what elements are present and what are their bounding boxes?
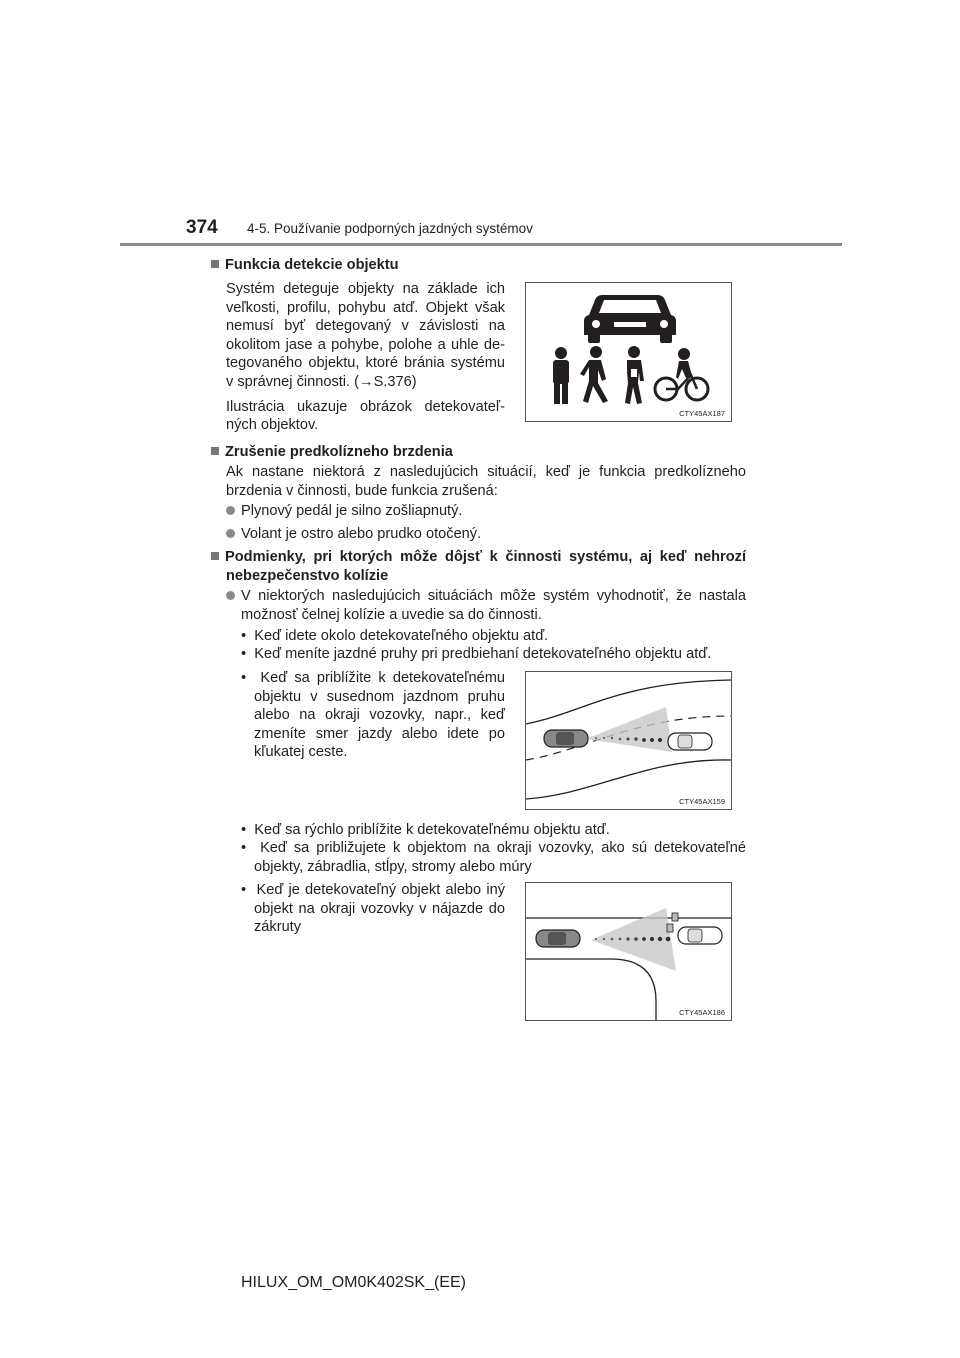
sub-item-text: objektu v susednom jazdnom pruhu [254, 688, 505, 705]
section-heading-cancellation [211, 443, 453, 462]
bullet-text: možnosť čelnej kolízie a uvedie sa do činnosti. [241, 606, 542, 623]
text-line: Ilustrácia ukazuje obrázok detekovateľ- [226, 398, 505, 415]
document-code: HILUX_OM_OM0K402SK_(EE) [241, 1274, 466, 1291]
square-marker-icon [211, 447, 219, 455]
bullet-text: Volant je ostro alebo prudko otočený. [241, 526, 482, 542]
text-line: tegovaného objektu, ktoré bránia systému [226, 355, 505, 372]
bullet-text: Plynový pedál je silno zošliapnutý. [241, 503, 463, 519]
chapter-title: 4-5. Používanie podporných jazdných systémov [247, 221, 533, 236]
text-line: veľkosti, profilu, pohybu atď. Objekt však [226, 299, 505, 316]
own-car-icon [536, 930, 580, 947]
target-car-icon [668, 733, 712, 750]
sub-item-text: Keď sa približujete k objektom na okraji vozovky, ako sú detekovateľné [260, 840, 747, 856]
detectable-objects-illustration [526, 283, 731, 421]
sub-item-text: objekt na okraji vozovky v nájazde do [254, 900, 505, 917]
car-front-icon [584, 295, 676, 343]
sub-list-item: • Keď sa priblížite k detekovateľnému objektu v susednom jazdnom pruhu alebo na okraji vozovky, napr., keď zmeníte smer jazdy alebo idete po kľukatej ceste. [241, 670, 505, 761]
circle-bullet-icon [226, 529, 235, 538]
roadside-object-icon [667, 913, 678, 932]
heading-text: Funkcia detekcie objektu [225, 257, 399, 273]
pedestrian-icon [625, 346, 644, 404]
list-item [226, 587, 746, 624]
pedestrian-standing-icon [553, 347, 569, 404]
bullet-text: V niektorých nasledujúcich situáciách môže systém vyhodnotiť, že nastala [241, 588, 746, 604]
sub-item-text: objekty, zábradlia, stĺpy, stromy alebo múry [254, 858, 532, 875]
sub-list-item: • Keď je detekovateľný objekt alebo iný objekt na okraji vozovky v nájazde do zákruty [241, 882, 506, 936]
text-line: nemusí byť detegovaný v závislosti na [226, 318, 505, 335]
figure-detectable-objects [525, 282, 732, 422]
section-heading-conditions [211, 548, 746, 585]
sub-item-text: zmeníte smer jazdy alebo idete po [254, 725, 505, 742]
sub-list-item: • Keď sa rýchlo priblížite k detekovateľnému objektu atď. [241, 822, 610, 838]
figure-code: CTY45AX187 [679, 409, 725, 418]
text-line: ných objektov. [226, 417, 319, 434]
figure-code: CTY45AX186 [679, 1008, 725, 1017]
section1-paragraph [226, 280, 505, 435]
target-car-icon [678, 927, 722, 944]
circle-bullet-icon [226, 506, 235, 515]
section-heading-object-detection [211, 256, 399, 275]
sub-item-text: Keď meníte jazdné pruhy pri predbiehaní detekovateľného objektu atď. [254, 646, 712, 662]
sub-item-text: Keď je detekovateľný objekt alebo iný [256, 882, 506, 898]
heading-text: Podmienky, pri ktorých môže dôjsť k činnosti systému, aj keď nehrozí [225, 549, 746, 565]
curve-entry-illustration [526, 883, 731, 1020]
sub-item-text: kľukatej ceste. [254, 744, 348, 761]
page-number: 374 [186, 217, 218, 238]
figure-code: CTY45AX159 [679, 797, 725, 806]
sub-item-text: Keď sa rýchlo priblížite k detekovateľnému objektu atď. [254, 822, 610, 838]
sub-item-text: alebo na okraji vozovky, napr., keď [254, 707, 505, 724]
text-line: v správnej činnosti. (→S.376) [226, 373, 417, 390]
circle-bullet-icon [226, 591, 235, 600]
text-line: okolitom jase a pohybe, polohe a uhle de- [226, 336, 505, 353]
text-line: Systém deteguje objekty na základe ich [226, 281, 505, 297]
sub-item-text: Keď sa priblížite k detekovateľnému [260, 670, 505, 686]
sub-list-item: • Keď meníte jazdné pruhy pri predbiehaní detekovateľného objektu atď. [241, 646, 712, 662]
cyclist-icon [655, 348, 708, 400]
heading-text: Zrušenie predkolízneho brzdenia [225, 444, 453, 460]
figure-curve-entry [525, 882, 732, 1021]
sub-item-text: zákruty [254, 919, 302, 936]
text-line: brzdenia v činnosti, bude funkcia zrušená: [226, 482, 498, 499]
sub-list-item: • Keď sa približujete k objektom na okraji vozovky, ako sú detekovateľné objekty, zábradlia, stĺpy, stromy alebo múry [241, 840, 747, 875]
list-item [226, 525, 481, 544]
square-marker-icon [211, 260, 219, 268]
own-car-icon [544, 730, 588, 747]
square-marker-icon [211, 552, 219, 560]
pedestrian-walking-icon [580, 346, 608, 403]
list-item [226, 502, 462, 521]
sub-list-item: • Keď idete okolo detekovateľného objektu atď. [241, 628, 549, 644]
figure-curved-road [525, 671, 732, 810]
section2-paragraph [226, 463, 746, 500]
sub-item-text: Keď idete okolo detekovateľného objektu atď. [254, 628, 549, 644]
curved-road-illustration [526, 672, 731, 809]
header-rule [120, 243, 842, 246]
heading-text: nebezpečenstvo kolízie [226, 567, 389, 584]
text-line: Ak nastane niektorá z nasledujúcich situácií, keď je funkcia predkolízneho [226, 464, 746, 480]
